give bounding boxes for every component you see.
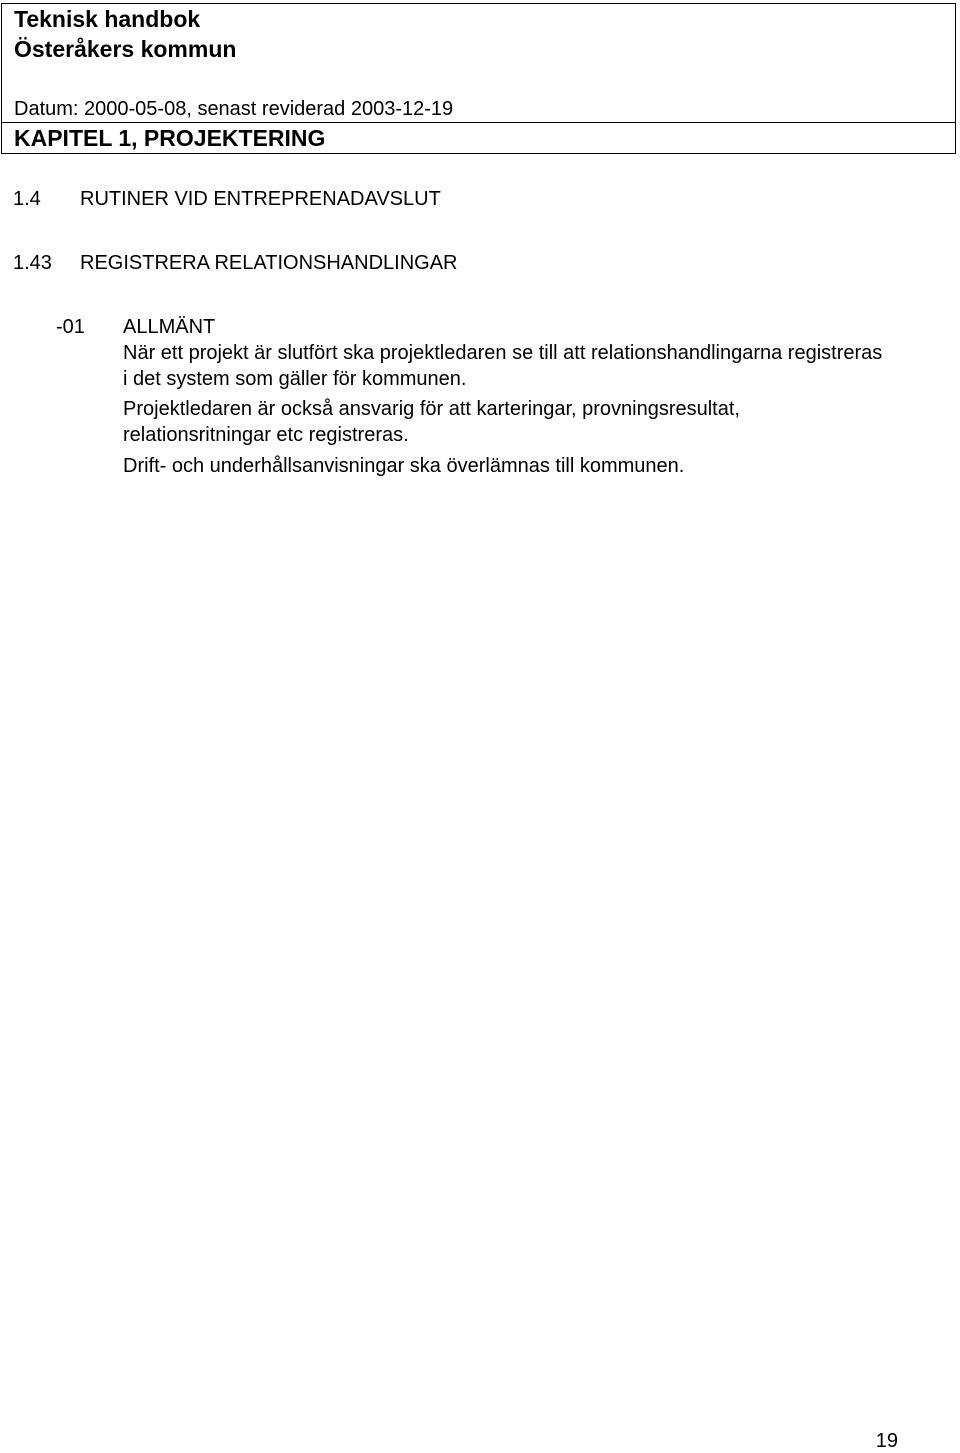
section-title: RUTINER VID ENTREPRENADAVSLUT	[80, 188, 441, 210]
page-number: 19	[875, 1430, 898, 1452]
paragraph: När ett projekt är slutfört ska projektledaren se till att relationshandlingarna registreras i det system som gäller för kommunen.	[123, 342, 883, 390]
subsection-number: 1.43	[13, 252, 52, 274]
document-header	[1, 3, 956, 154]
section-heading	[0, 188, 960, 214]
header-title: Teknisk handbok	[14, 6, 201, 32]
header-divider	[2, 122, 955, 123]
subsection-heading	[0, 252, 960, 278]
header-date: Datum: 2000-05-08, senast reviderad 2003-12-19	[14, 98, 454, 120]
header-organization: Österåkers kommun	[14, 36, 237, 62]
item-number: -01	[56, 316, 85, 338]
paragraph: Projektledaren är också ansvarig för att karteringar, provningsresultat, relationsritningar etc registreras.	[123, 398, 740, 446]
item-title: ALLMÄNT	[123, 316, 216, 338]
paragraph: Drift- och underhållsanvisningar ska överlämnas till kommunen.	[123, 455, 685, 477]
item-heading	[0, 316, 960, 342]
subsection-title: REGISTRERA RELATIONSHANDLINGAR	[80, 252, 458, 274]
section-number: 1.4	[13, 188, 41, 210]
header-chapter: KAPITEL 1, PROJEKTERING	[14, 125, 326, 151]
